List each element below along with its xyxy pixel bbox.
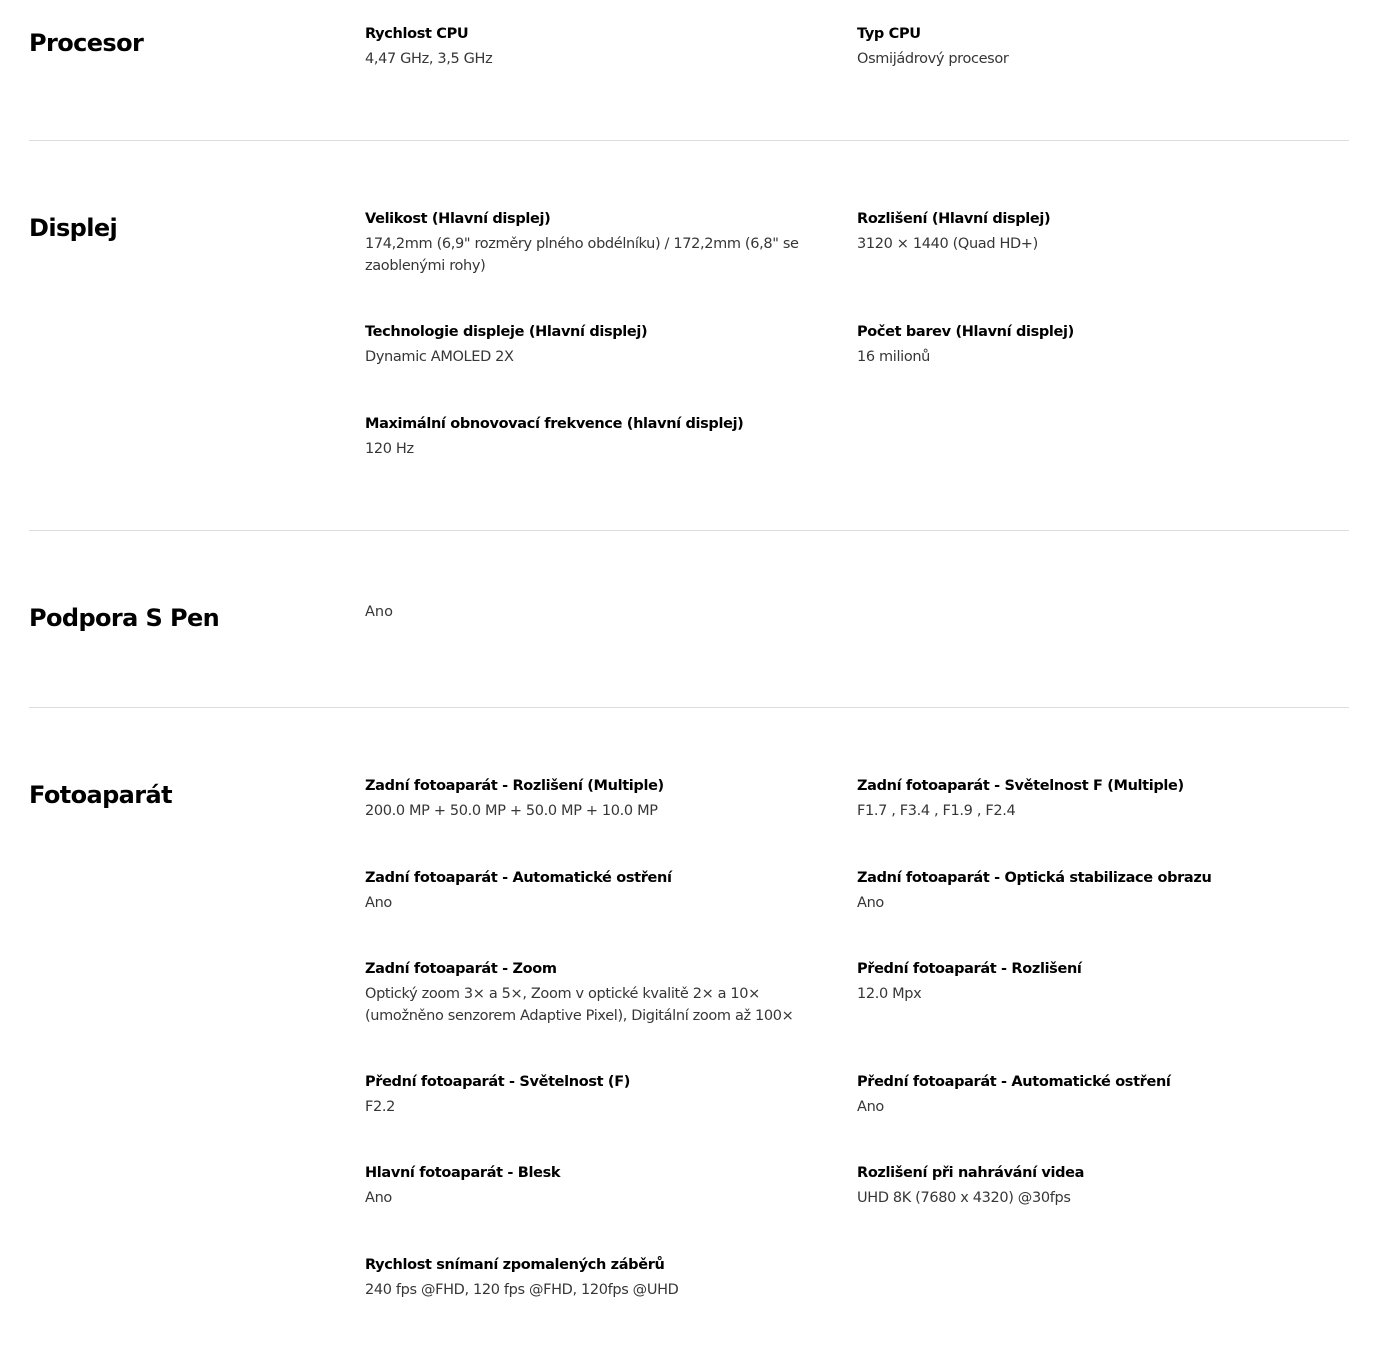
spec-label: Počet barev (Hlavní displej)	[857, 324, 1074, 340]
spec-item	[365, 415, 835, 461]
spec-item	[857, 25, 1327, 71]
spec-value: Dynamic AMOLED 2X	[365, 349, 514, 365]
spec-label: Velikost (Hlavní displej)	[365, 211, 551, 227]
spec-item	[857, 777, 1327, 823]
spec-label: Přední fotoaparát - Světelnost (F)	[365, 1074, 631, 1090]
spec-item	[857, 1164, 1327, 1210]
spec-value: 200.0 MP + 50.0 MP + 50.0 MP + 10.0 MP	[365, 803, 658, 819]
spec-item	[365, 210, 835, 277]
spec-label: Přední fotoaparát - Rozlišení	[857, 961, 1082, 977]
section-title-s-pen: Podpora S Pen	[29, 604, 220, 632]
spec-label: Rozlišení (Hlavní displej)	[857, 211, 1051, 227]
spec-value: Ano	[365, 1190, 392, 1206]
section-divider	[29, 707, 1349, 708]
spec-item	[857, 1073, 1327, 1119]
spec-item	[365, 777, 835, 823]
spec-label: Zadní fotoaparát - Automatické ostření	[365, 870, 672, 886]
spec-value: UHD 8K (7680 x 4320) @30fps	[857, 1190, 1071, 1206]
spec-value: Ano	[857, 895, 884, 911]
spec-label: Rozlišení při nahrávání videa	[857, 1165, 1085, 1181]
spec-label: Technologie displeje (Hlavní displej)	[365, 324, 648, 340]
spec-value: F2.2	[365, 1099, 396, 1115]
spec-label: Zadní fotoaparát - Rozlišení (Multiple)	[365, 778, 664, 794]
spec-value: 3120 × 1440 (Quad HD+)	[857, 236, 1038, 252]
spec-item	[857, 323, 1327, 369]
spec-label: Zadní fotoaparát - Světelnost F (Multiple)	[857, 778, 1184, 794]
spec-item	[365, 869, 835, 915]
spec-label: Zadní fotoaparát - Optická stabilizace obrazu	[857, 870, 1212, 886]
spec-item	[365, 25, 835, 71]
spec-item	[365, 1073, 835, 1119]
spec-value: 4,47 GHz, 3,5 GHz	[365, 51, 493, 67]
spec-item	[857, 960, 1327, 1006]
spec-item	[857, 210, 1327, 256]
spec-label: Rychlost CPU	[365, 26, 469, 42]
spec-label: Typ CPU	[857, 26, 921, 42]
spec-item	[365, 323, 835, 369]
spec-value: Optický zoom 3× a 5×, Zoom v optické kvalitě 2× a 10× (umožněno senzorem Adaptive Pixel), Digitální zoom až 100×	[365, 986, 794, 1024]
spec-value: 12.0 Mpx	[857, 986, 922, 1002]
section-title-fotoaparat: Fotoaparát	[29, 781, 172, 809]
spec-value: Ano	[365, 895, 392, 911]
section-divider	[29, 140, 1349, 141]
spec-item	[857, 869, 1327, 915]
section-title-displej: Displej	[29, 214, 118, 242]
spec-value: 174,2mm (6,9" rozměry plného obdélníku) / 172,2mm (6,8" se zaoblenými rohy)	[365, 236, 799, 274]
spec-value: F1.7 , F3.4 , F1.9 , F2.4	[857, 803, 1016, 819]
spec-label: Přední fotoaparát - Automatické ostření	[857, 1074, 1171, 1090]
spec-item	[365, 960, 835, 1027]
spec-label: Maximální obnovovací frekvence (hlavní displej)	[365, 416, 744, 432]
spec-label: Rychlost snímaní zpomalených záběrů	[365, 1257, 665, 1273]
section-divider	[29, 530, 1349, 531]
spec-value: Osmijádrový procesor	[857, 51, 1009, 67]
spec-label: Zadní fotoaparát - Zoom	[365, 961, 557, 977]
spec-value: 240 fps @FHD, 120 fps @FHD, 120fps @UHD	[365, 1282, 679, 1298]
spec-item	[365, 1256, 835, 1302]
spec-value: Ano	[365, 604, 393, 620]
section-title-procesor: Procesor	[29, 29, 144, 57]
spec-value: 16 milionů	[857, 349, 931, 365]
spec-value: 120 Hz	[365, 441, 414, 457]
spec-value: Ano	[857, 1099, 884, 1115]
spec-label: Hlavní fotoaparát - Blesk	[365, 1165, 561, 1181]
spec-item	[365, 1164, 835, 1210]
